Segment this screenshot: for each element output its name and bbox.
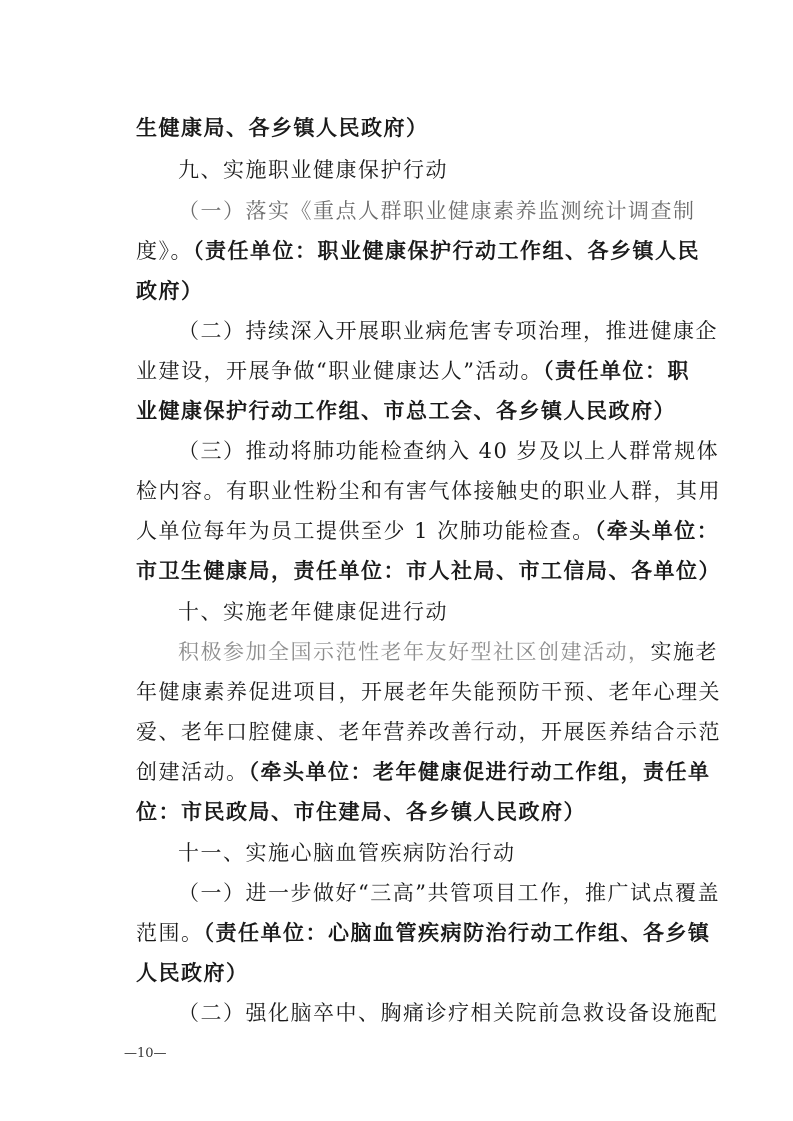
- section-heading: 十、实施老年健康促进行动: [178, 600, 448, 624]
- text-line: （三）推动将肺功能检查纳入 40 岁及以上人群常规体: [178, 439, 720, 463]
- text-line: [178, 196, 698, 226]
- text-line: 爱、老年口腔健康、老年营养改善行动，开展医养结合示范: [136, 720, 721, 744]
- text-line: [178, 637, 718, 667]
- text-line: （一）进一步做好“三高”共管项目工作，推广试点覆盖: [178, 881, 720, 905]
- text-span: 业建设，开展争做“职业健康达人”活动。: [136, 359, 543, 383]
- text-line: [136, 236, 700, 266]
- text-span: 度》。: [136, 239, 193, 263]
- item-number: （一）落实《重点人群职业健康素养监测统计调查制: [178, 199, 696, 223]
- text-line: 生健康局、各乡镇人民政府）: [136, 115, 429, 140]
- responsibility-note: （牵头单位：老年健康促进行动工作组，责任单: [248, 759, 711, 784]
- text-line: [136, 757, 711, 787]
- text-line: 市卫生健康局，责任单位：市人社局、市工信局、各单位）: [136, 558, 721, 583]
- text-span: 积极参加全国示范性老年友好型社区创建活动，: [178, 640, 651, 664]
- text-span: 实施老: [650, 640, 718, 664]
- text-line: [136, 918, 711, 948]
- text-line: 人民政府）: [136, 960, 249, 985]
- text-line: 业健康保护行动工作组、市总工会、各乡镇人民政府）: [136, 398, 676, 423]
- text-line: [136, 356, 696, 386]
- text-line: 年健康素养促进项目，开展老年失能预防干预、老年心理关: [136, 680, 721, 704]
- text-line: 检内容。有职业性粉尘和有害气体接触史的职业人群，其用: [136, 479, 721, 503]
- text-span: 人单位每年为员工提供至少 1 次肺功能检查。: [136, 519, 595, 543]
- responsibility-note: （责任单位：心脑血管疾病防治行动工作组、各乡镇: [203, 920, 711, 945]
- text-span: 范围。: [136, 921, 204, 945]
- page-number: —10—: [124, 1046, 167, 1061]
- text-line: （二）持续深入开展职业病危害专项治理，推进健康企: [178, 319, 718, 343]
- responsibility-note: （责任单位：职业健康保护行动工作组、各乡镇人民: [193, 238, 700, 263]
- text-line: （二）强化脑卒中、胸痛诊疗相关院前急救设备设施配: [178, 1001, 718, 1025]
- text-line: 位：市民政局、市住建局、各乡镇人民政府）: [136, 799, 586, 824]
- text-line: [136, 516, 720, 546]
- responsibility-note: （责任单位：职: [542, 358, 690, 383]
- section-heading: 九、实施职业健康保护行动: [178, 158, 448, 182]
- text-span: 创建活动。: [136, 760, 249, 784]
- section-heading: 十一、实施心脑血管疾病防治行动: [178, 841, 516, 865]
- text-line: 政府）: [136, 278, 204, 303]
- responsibility-note: （牵头单位：: [594, 518, 720, 543]
